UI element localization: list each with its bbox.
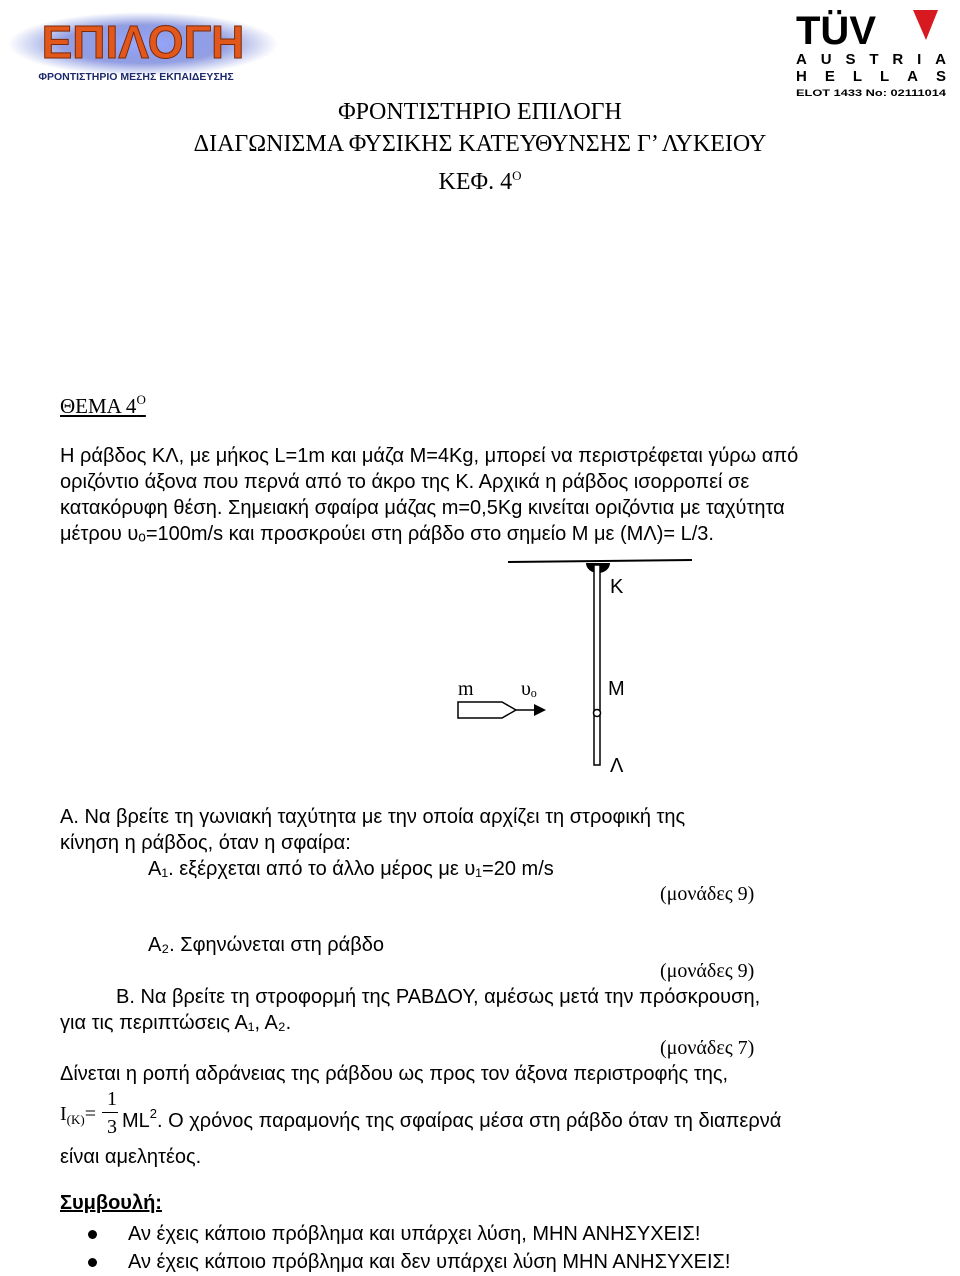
tuv-logo-graphic [788, 4, 953, 100]
velocity-arrow-head [534, 704, 546, 716]
problem-line-2: οριζόντιο άξονα που περνά από το άκρο της Κ. Αρχικά η ράβδος ισορροπεί σε [60, 471, 750, 493]
rod-diagram-svg [450, 555, 750, 780]
fraction-bar [102, 1112, 118, 1113]
advice-item-text: Αν έχεις κάποιο πρόβλημα και δεν υπάρχει λύση ΜΗΝ ΑΝΗΣΥΧΕΙΣ! [128, 1251, 731, 1273]
tuv-cert: ELOT 1433 No: 02111014 [796, 88, 947, 99]
advice-item-text: Αν έχεις κάποιο πρόβλημα και υπάρχει λύση, ΜΗΝ ΑΝΗΣΥΧΕΙΣ! [128, 1223, 701, 1245]
problem-line-4: μέτρου υₒ=100m/s και προσκρούει στη ράβδο στο σημείο Μ με (ΜΛ)= L/3. [60, 523, 714, 545]
question-a-line-1: Α. Να βρείτε τη γωνιακή ταχύτητα με την οποία αρχίζει τη στροφική της [60, 806, 686, 828]
epilogi-logo-graphic [8, 8, 278, 86]
fraction-numerator: 1 [107, 1088, 117, 1110]
tuv-checkmark-icon [913, 10, 938, 40]
question-a2-points: (μονάδες 9) [660, 960, 755, 982]
given-line-3: είναι αμελητέος. [60, 1146, 202, 1168]
given-line-2-text: . Ο χρόνος παραμονής της σφαίρας μέσα στη ράβδο όταν τη διαπερνά [157, 1110, 782, 1132]
epilogi-logo-text: ΕΠΙΛΟΓΗ [41, 16, 245, 68]
question-b-points: (μονάδες 7) [660, 1037, 755, 1059]
label-m-point: Μ [608, 678, 625, 700]
tuv-logo [788, 4, 953, 100]
rod-diagram [450, 555, 750, 780]
epilogi-logo [8, 8, 278, 86]
label-lambda: Λ [610, 755, 624, 777]
advice-list [88, 1220, 730, 1276]
ceiling-line [508, 560, 692, 562]
epilogi-logo-subtitle: ΦΡΟΝΤΙΣΤΗΡΙΟ ΜΕΣΗΣ ΕΚΠΑΙΔΕΥΣΗΣ [38, 71, 234, 83]
title-line-1: ΦΡΟΝΤΙΣΤΗΡΙΟ ΕΠΙΛΟΓΗ [338, 99, 622, 125]
ml-superscript: 2 [149, 1106, 158, 1121]
projectile [458, 702, 516, 718]
question-a1-points: (μονάδες 9) [660, 883, 755, 905]
given-line-1: Δίνεται η ροπή αδράνειας της ράβδου ως προς τον άξονα περιστροφής της, [60, 1063, 729, 1085]
inertia-subscript: (Κ) [66, 1112, 85, 1127]
tuv-line2: HELLAS [796, 68, 946, 85]
problem-line-1: Η ράβδος ΚΛ, με μήκος L=1m και μάζα M=4Kg, μπορεί να περιστρέφεται γύρω από [60, 445, 799, 467]
label-mass: m [458, 678, 474, 700]
bullet-icon [88, 1258, 97, 1267]
inertia-formula-rest [122, 1102, 781, 1133]
ml-text: ML [122, 1110, 150, 1132]
inertia-symbol: $I_{(K)}=$ [60, 1103, 96, 1127]
question-b-line-2: για τις περιπτώσεις Α₁, Α₂. [60, 1012, 292, 1034]
document-title [0, 96, 960, 198]
problem-line-3: κατακόρυφη θέση. Σημειακή σφαίρα μάζας m=0,5Kg κινείται οριζόντια με ταχύτητα [60, 497, 785, 519]
question-a1: Α₁. εξέρχεται από το άλλο μέρος με υ₁=20 m/s [148, 858, 554, 880]
question-a2: Α₂. Σφηνώνεται στη ράβδο [148, 934, 385, 956]
label-velocity: υₒ [521, 678, 537, 700]
advice-title: Συμβουλή: [60, 1192, 162, 1214]
question-b-line-1: Β. Να βρείτε τη στροφορμή της ΡΑΒΔΟΥ, αμέσως μετά την πρόσκρουση, [116, 986, 761, 1008]
title-line-3-sup: Ο [512, 168, 522, 183]
tuv-brand: TÜV [796, 9, 876, 53]
section-title-sup: Ο [136, 392, 146, 407]
title-line-2: ΔΙΑΓΩΝΙΣΜΑ ΦΥΣΙΚΗΣ ΚΑΤΕΥΘΥΝΣΗΣ Γ’ ΛΥΚΕΙΟΥ [193, 131, 767, 157]
fraction-denominator: 3 [107, 1116, 117, 1138]
label-k: Κ [610, 576, 624, 598]
advice-item [88, 1220, 730, 1248]
rod [594, 565, 600, 765]
point-m-marker [594, 710, 601, 717]
tuv-line1: AUSTRIA [796, 51, 946, 68]
section-title: ΘΕΜΑ $4^O$ [60, 392, 146, 418]
title-line-3: ΚΕΦ. $4^O$ [438, 168, 522, 195]
bullet-icon [88, 1230, 97, 1239]
question-a-line-2: κίνηση η ράβδος, όταν η σφαίρα: [60, 832, 351, 854]
